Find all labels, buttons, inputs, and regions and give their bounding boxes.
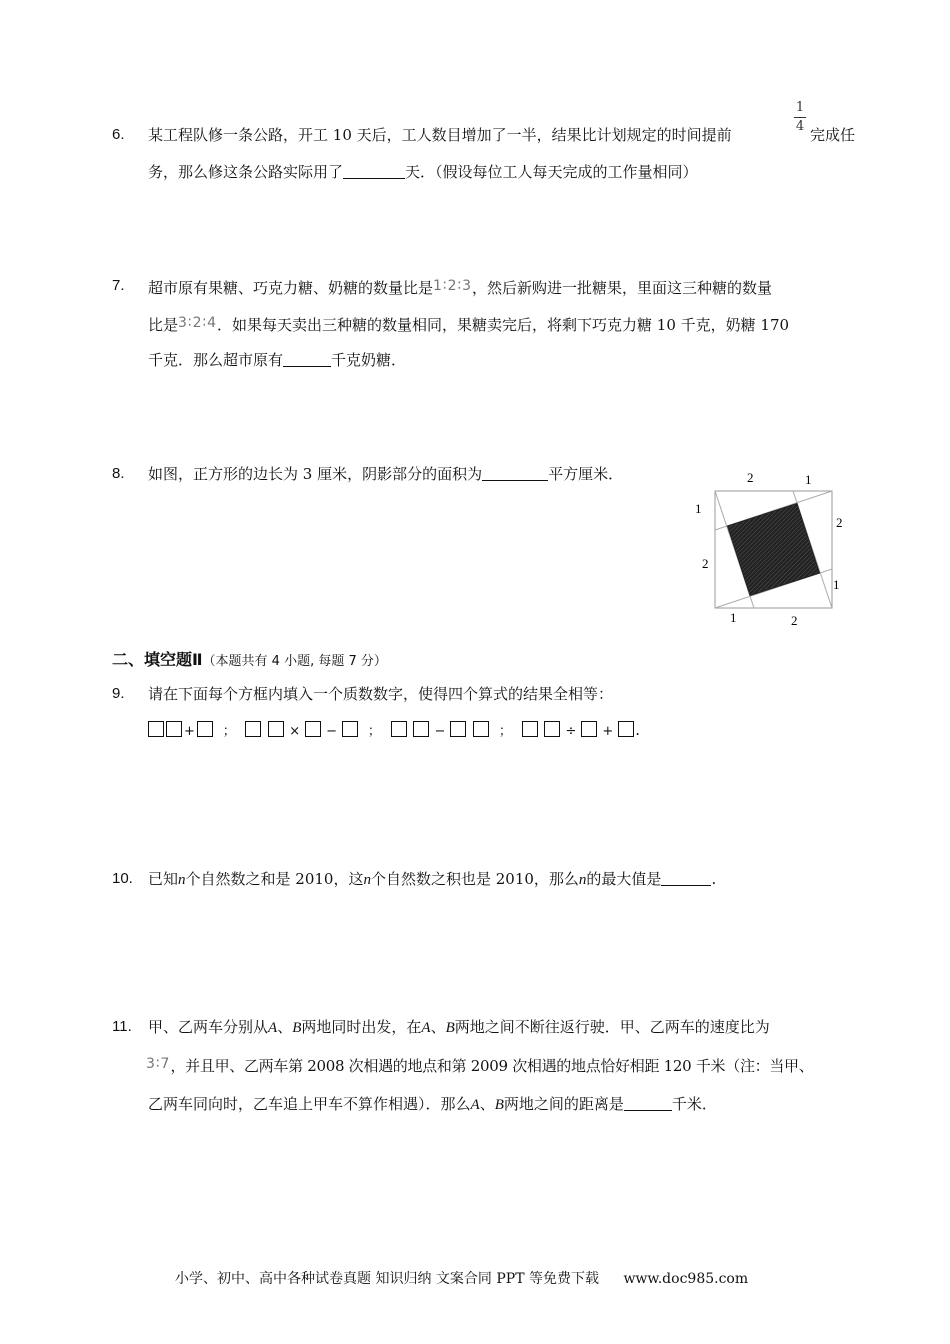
q7-line1 bbox=[148, 276, 772, 298]
q7-line3 bbox=[148, 350, 406, 370]
prime-box[interactable] bbox=[618, 721, 634, 737]
section-subtitle: （本题共有 4 小题, 每题 7 分） bbox=[202, 654, 387, 669]
separator: 、 bbox=[277, 1018, 293, 1036]
q8-number: 8. bbox=[112, 465, 125, 482]
q8-line bbox=[148, 464, 623, 484]
var-A: A bbox=[421, 1020, 431, 1036]
q11-text2: ，并且甲、乙两车第 2008 次相遇的地点和第 2009 次相遇的地点恰好相距 120 千米（注：当甲、 bbox=[170, 1057, 814, 1075]
q6-frac-num: 1 bbox=[795, 100, 805, 115]
period: . bbox=[635, 721, 641, 739]
label-left-2: 2 bbox=[702, 556, 709, 571]
q7-text2a: 比是 bbox=[148, 316, 179, 334]
q7-text1b: ，然后新购进一批糖果，里面这三种糖的数量 bbox=[472, 279, 773, 297]
prime-box[interactable] bbox=[450, 721, 466, 737]
q7-text3a: 千克．那么超市原有 bbox=[148, 351, 284, 369]
var-n: n bbox=[363, 872, 371, 888]
q7-number: 7. bbox=[112, 277, 125, 294]
prime-box[interactable] bbox=[166, 721, 182, 737]
label-top-2: 2 bbox=[747, 470, 754, 485]
q11-line1 bbox=[148, 1017, 770, 1038]
q10-t2: 个自然数之和是 2010，这 bbox=[185, 870, 364, 888]
q6-line1-end: 完成任 bbox=[810, 126, 856, 144]
q6-line1 bbox=[148, 125, 732, 145]
q10-t4: 的最大值是 bbox=[586, 870, 662, 888]
prime-box[interactable] bbox=[342, 721, 358, 737]
separator: ； bbox=[367, 724, 381, 739]
q6-frac-den: 4 bbox=[795, 119, 805, 134]
q9-text: 请在下面每个方框内填入一个质数数字，使得四个算式的结果全相等： bbox=[148, 685, 614, 703]
q11-text3a: 乙两车同向时，乙车追上甲车不算作相遇）．那么 bbox=[148, 1095, 471, 1113]
q8-answer-blank[interactable] bbox=[482, 466, 548, 481]
q11-ratio: 3∶7 bbox=[146, 1056, 171, 1072]
label-right-1: 1 bbox=[833, 577, 840, 592]
separator: 、 bbox=[430, 1018, 446, 1036]
q10-line bbox=[148, 869, 716, 890]
q11-answer-blank[interactable] bbox=[624, 1096, 672, 1111]
label-bottom-1: 1 bbox=[730, 610, 737, 625]
plus-sign: + bbox=[602, 724, 614, 739]
times-sign: × bbox=[289, 724, 301, 739]
q10-end: . bbox=[711, 870, 717, 888]
q7-line2 bbox=[148, 313, 789, 335]
q7-text3b: 千克奶糖． bbox=[331, 351, 407, 369]
prime-box[interactable] bbox=[473, 721, 489, 737]
q10-answer-blank[interactable] bbox=[661, 871, 711, 886]
q6-answer-blank[interactable] bbox=[343, 164, 405, 179]
q11-number: 11. bbox=[112, 1018, 132, 1035]
q6-text1: 某工程队修一条公路，开工 10 天后，工人数目增加了一半，结果比计划规定的时间提前 bbox=[148, 126, 732, 144]
prime-box[interactable] bbox=[544, 721, 560, 737]
var-B: B bbox=[494, 1097, 504, 1113]
q6-text2b: 天．（假设每位工人每天完成的工作量相同） bbox=[405, 163, 698, 181]
q10-t1: 已知 bbox=[148, 870, 179, 888]
q8-square-figure bbox=[690, 465, 850, 630]
separator: ； bbox=[498, 724, 512, 739]
q7-ratio1: 1∶2∶3 bbox=[433, 278, 473, 294]
q10-number: 10. bbox=[112, 870, 133, 887]
section-title: 二、填空题Ⅱ bbox=[112, 650, 203, 669]
prime-box[interactable] bbox=[413, 721, 429, 737]
q6-line2 bbox=[148, 162, 698, 182]
var-A: A bbox=[268, 1020, 278, 1036]
q11-text3b: 两地之间的距离是 bbox=[503, 1095, 624, 1113]
section-heading bbox=[112, 647, 387, 670]
minus-sign: − bbox=[434, 724, 446, 739]
q7-text1a: 超市原有果糖、巧克力糖、奶糖的数量比是 bbox=[148, 279, 434, 297]
q11-line3 bbox=[148, 1094, 717, 1115]
shaded-region bbox=[728, 504, 820, 596]
q6-fraction bbox=[794, 100, 806, 135]
var-n: n bbox=[178, 872, 186, 888]
q9-equations bbox=[147, 720, 640, 742]
q10-t3: 个自然数之积也是 2010，那么 bbox=[370, 870, 579, 888]
prime-box[interactable] bbox=[522, 721, 538, 737]
q7-answer-blank[interactable] bbox=[283, 352, 331, 367]
prime-box[interactable] bbox=[581, 721, 597, 737]
prime-box[interactable] bbox=[268, 721, 284, 737]
var-n: n bbox=[578, 872, 587, 888]
page-footer bbox=[175, 1268, 748, 1288]
prime-box[interactable] bbox=[148, 721, 164, 737]
q7-text2b: ．如果每天卖出三种糖的数量相同，果糖卖完后，将剩下巧克力糖 10 千克，奶糖 170 bbox=[217, 316, 790, 334]
label-top-1: 1 bbox=[805, 472, 812, 487]
prime-box[interactable] bbox=[197, 721, 213, 737]
prime-box[interactable] bbox=[245, 721, 261, 737]
q11-line2 bbox=[146, 1054, 813, 1076]
q7-ratio2: 3∶2∶4 bbox=[178, 315, 218, 331]
footer-text: 小学、初中、高中各种试卷真题 知识归纳 文案合同 PPT 等免费下载 bbox=[175, 1271, 599, 1287]
separator: ； bbox=[222, 724, 236, 739]
q6-number: 6. bbox=[112, 126, 125, 143]
q11-text1b: 两地同时出发，在 bbox=[301, 1018, 422, 1036]
minus-sign: − bbox=[326, 724, 338, 739]
q9-number: 9. bbox=[112, 685, 125, 702]
q11-text1a: 甲、乙两车分别从 bbox=[148, 1018, 269, 1036]
var-B: B bbox=[445, 1020, 455, 1036]
q11-text1c: 两地之间不断往返行驶．甲、乙两车的速度比为 bbox=[454, 1018, 770, 1036]
prime-box[interactable] bbox=[391, 721, 407, 737]
divide-sign: ÷ bbox=[565, 724, 577, 739]
q8-text-b: 平方厘米． bbox=[548, 465, 624, 483]
var-A: A bbox=[470, 1097, 480, 1113]
q8-text-a: 如图，正方形的边长为 3 厘米，阴影部分的面积为 bbox=[148, 465, 483, 483]
q6-text2a: 务，那么修这条公路实际用了 bbox=[148, 163, 344, 181]
var-B: B bbox=[292, 1020, 302, 1036]
footer-url[interactable]: www.doc985.com bbox=[623, 1271, 749, 1287]
label-bottom-2: 2 bbox=[791, 613, 798, 628]
q11-text3c: 千米． bbox=[671, 1095, 717, 1113]
fraction-bar bbox=[794, 117, 806, 118]
separator: 、 bbox=[479, 1095, 495, 1113]
prime-box[interactable] bbox=[305, 721, 321, 737]
label-right-2: 2 bbox=[836, 515, 843, 530]
label-left-1: 1 bbox=[695, 501, 702, 516]
plus-sign: + bbox=[184, 724, 195, 739]
